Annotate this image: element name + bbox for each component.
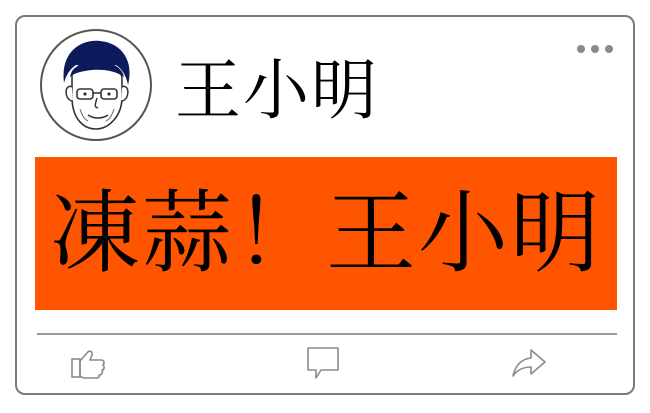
action-bar	[17, 343, 637, 389]
comment-button[interactable]	[303, 343, 343, 383]
share-button[interactable]	[509, 343, 549, 383]
dot-icon	[605, 45, 613, 53]
like-button[interactable]	[69, 343, 109, 383]
share-icon	[509, 344, 549, 382]
post-banner	[35, 157, 617, 310]
avatar[interactable]	[40, 29, 152, 141]
post-card	[15, 15, 635, 395]
divider	[37, 333, 617, 335]
dot-icon	[577, 45, 585, 53]
thumbs-up-icon	[69, 345, 109, 381]
dot-icon	[591, 45, 599, 53]
more-options-icon[interactable]	[577, 45, 613, 53]
comment-icon	[303, 344, 343, 382]
author-name[interactable]: 王小明	[175, 52, 379, 129]
banner-text: 凍蒜！王小明	[50, 180, 602, 286]
avatar-portrait-icon	[42, 31, 150, 139]
